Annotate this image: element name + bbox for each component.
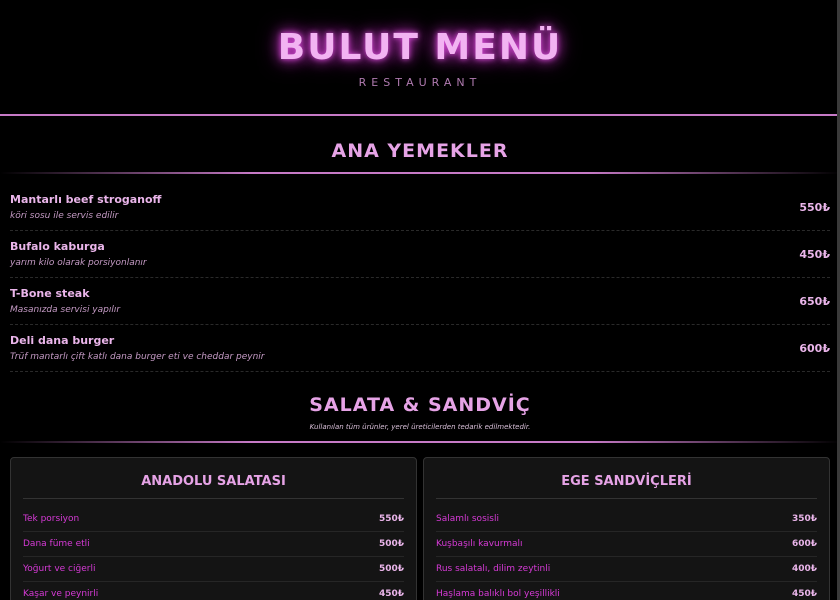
menu-item: [10, 325, 830, 372]
menu-item-name: Mantarlı beef stroganoff: [10, 193, 162, 206]
menu-item-description: Masanızda servisi yapılır: [10, 305, 121, 315]
menu-item-name: T-Bone steak: [10, 287, 90, 300]
card-item-name: Rus salatalı, dilim zeytinli: [436, 564, 551, 574]
card-item: [436, 557, 817, 582]
menu-item-info: [10, 287, 120, 315]
brand-title: BULUT MENÜ: [277, 27, 563, 68]
menu-item: [10, 231, 830, 278]
card-item-price: 500₺: [378, 539, 404, 549]
card-item: [436, 532, 817, 557]
card-title: ANADOLU SALATASI: [23, 458, 404, 499]
card-item: [23, 532, 404, 557]
card-item-price: 350₺: [791, 514, 817, 524]
card-item-name: Salamlı sosisli: [436, 514, 499, 524]
salad-sandwich-section: [0, 394, 840, 600]
card-item-price: 550₺: [378, 514, 404, 524]
menu-item-price: 550₺: [799, 200, 830, 214]
section-note: Kullanılan tüm ürünler, yerel üreticilerden tedarik edilmektedir.: [309, 423, 531, 431]
menu-item: [10, 184, 830, 231]
menu-item-name: Bufalo kaburga: [10, 240, 105, 253]
menu-item-price: 600₺: [799, 341, 830, 355]
brand-header: [0, 0, 840, 116]
menu-item-description: köri sosu ile servis edilir: [10, 211, 119, 221]
card-item-price: 450₺: [791, 589, 817, 599]
card-list: [23, 499, 404, 600]
card-item-name: Tek porsiyon: [23, 514, 80, 524]
menu-item-description: yarım kilo olarak porsiyonlanır: [10, 258, 147, 268]
brand-subtitle: RESTAURANT: [358, 76, 482, 89]
card-item-price: 450₺: [378, 589, 404, 599]
card-item-name: Yoğurt ve ciğerli: [23, 564, 96, 574]
card-item-name: Kuşbaşılı kavurmalı: [436, 539, 523, 549]
section-title: ANA YEMEKLER: [331, 140, 509, 162]
menu-card-ege-sandwiches: [423, 457, 830, 600]
card-item: [23, 582, 404, 600]
card-item-price: 500₺: [378, 564, 404, 574]
card-item: [436, 582, 817, 600]
menu-item-info: [10, 193, 161, 221]
card-item: [23, 507, 404, 532]
menu-item: [10, 278, 830, 325]
menu-item-price: 650₺: [799, 294, 830, 308]
menu-card-anadolu-salad: [10, 457, 417, 600]
menu-item-price: 450₺: [799, 247, 830, 261]
main-dishes-section: [0, 140, 840, 372]
card-item-name: Haşlama balıklı bol yeşillikli: [436, 589, 560, 599]
card-item-price: 400₺: [791, 564, 817, 574]
section-title: SALATA & SANDVİÇ: [309, 394, 531, 416]
card-list: [436, 499, 817, 600]
card-item: [23, 557, 404, 582]
card-title: EGE SANDVİÇLERİ: [436, 458, 817, 499]
menu-item-description: Trüf mantarlı çift katlı dana burger eti ve cheddar peynir: [10, 352, 265, 362]
menu-item-info: [10, 334, 265, 362]
menu-cards: [0, 443, 840, 600]
card-item-name: Kaşar ve peynirli: [23, 589, 99, 599]
card-item-name: Dana füme etli: [23, 539, 90, 549]
main-dishes-list: [0, 174, 840, 372]
menu-item-name: Deli dana burger: [10, 334, 115, 347]
card-item-price: 600₺: [791, 539, 817, 549]
card-item: [436, 507, 817, 532]
menu-item-info: [10, 240, 147, 268]
